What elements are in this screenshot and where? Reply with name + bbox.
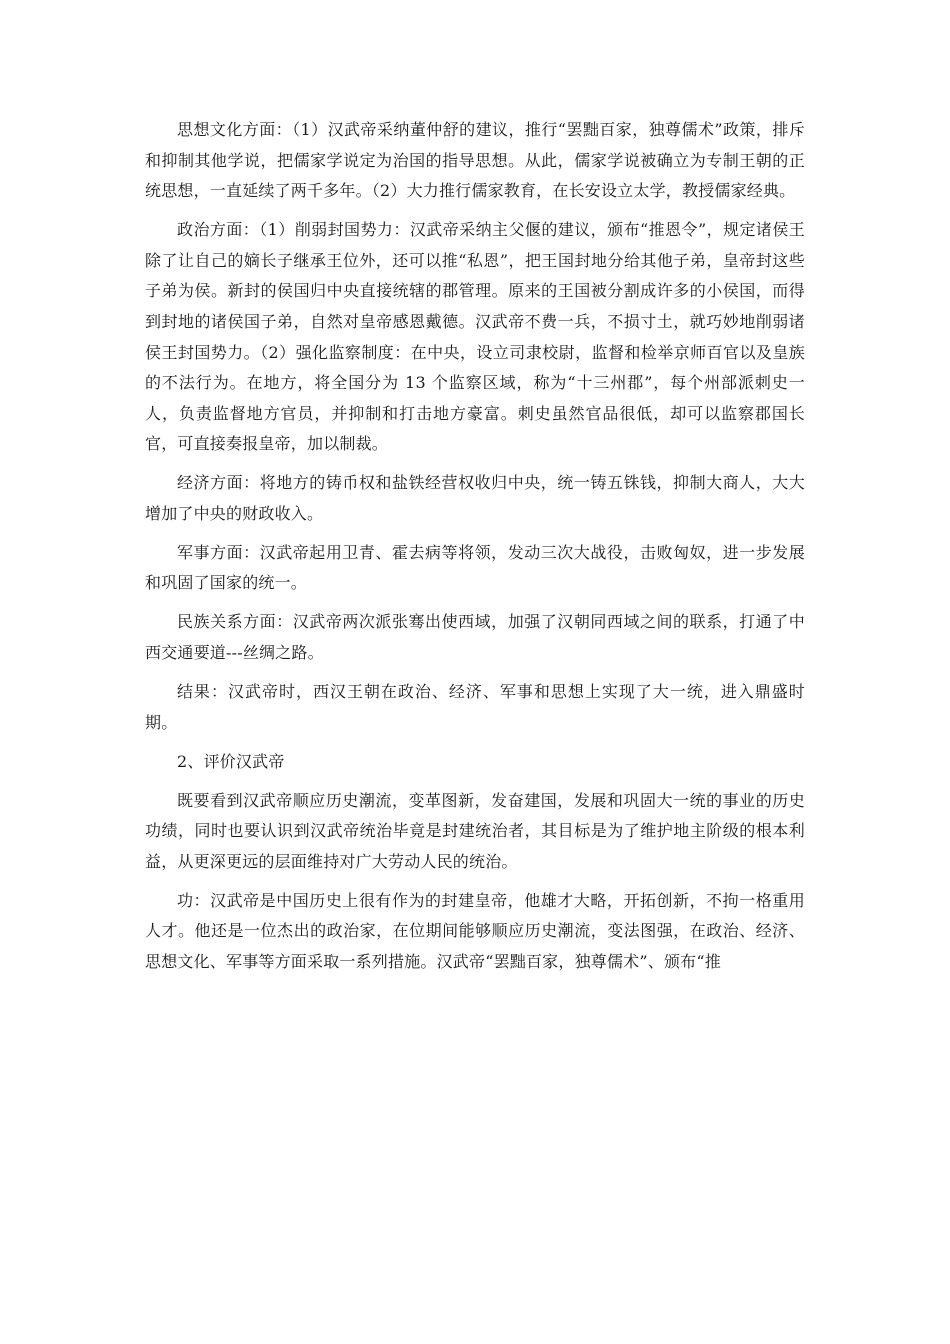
paragraph-evaluation-intro: 既要看到汉武帝顺应历史潮流，变革图新，发奋建国，发展和巩固大一统的事业的历史功绩，同时也要认识到汉武帝统治毕竟是封建统治者，其目标是为了维护地主阶级的根本利益，从更深更远的层面维持对广大劳动人民的统治。	[145, 790, 805, 871]
paragraph-military: 军事方面：汉武帝起用卫青、霍去病等将领，发动三次大战役，击败匈奴，进一步发展和巩固了国家的统一。	[145, 542, 805, 593]
paragraph-ethnic-relations: 民族关系方面：汉武帝两次派张骞出使西域，加强了汉朝同西域之间的联系，打通了中西交通要道---丝绸之路。	[145, 612, 805, 663]
section-heading-evaluation: 2、评价汉武帝	[177, 751, 285, 771]
paragraph-merits: 功：汉武帝是中国历史上很有作为的封建皇帝，他雄才大略，开拓创新，不拘一格重用人才。他还是一位杰出的政治家，在位期间能够顺应历史潮流，变法图强，在政治、经济、思想文化、军事等方面采取一系列措施。汉武帝“罢黜百家，独尊儒术”、颁布“推	[145, 890, 805, 971]
document-page	[145, 115, 805, 986]
paragraph-economy: 经济方面：将地方的铸币权和盐铁经营权收归中央，统一铸五铢钱，抑制大商人，大大增加了中央的财政收入。	[145, 473, 805, 523]
paragraph-culture: 思想文化方面：（1）汉武帝采纳董仲舒的建议，推行“罢黜百家，独尊儒术”政策，排斥和抑制其他学说，把儒家学说定为治国的指导思想。从此，儒家学说被确立为专制王朝的正统思想，一直延续了两千多年。（2）大力推行儒家教育，在长安设立太学，教授儒家经典。	[145, 120, 805, 201]
paragraph-result: 结果：汉武帝时，西汉王朝在政治、经济、军事和思想上实现了大一统，进入鼎盛时期。	[145, 682, 805, 732]
paragraph-politics: 政治方面：（1）削弱封国势力：汉武帝采纳主父偃的建议，颁布“推恩令”，规定诸侯王除了让自己的嫡长子继承王位外，还可以推“私恩”，把王国封地分给其他子弟，皇帝封这些子弟为侯。新封的侯国归中央直接统辖的郡管理。原来的王国被分割成许多的小侯国，而得到封地的诸侯国子弟，自然对皇帝感恩戴德。汉武帝不费一兵，不损寸土，就巧妙地削弱诸侯王封国势力。（2）强化监察制度：在中央，设立司隶校尉，监督和检举京师百官以及皇族的不法行为。在地方，将全国分为 13 个监察区域，称为“十三州郡”，每个州部派刺史一人，负责监督地方官员，并抑制和打击地方豪富。刺史虽然官品很低，却可以监察郡国长官，可直接奏报皇帝，加以制裁。	[145, 220, 805, 454]
